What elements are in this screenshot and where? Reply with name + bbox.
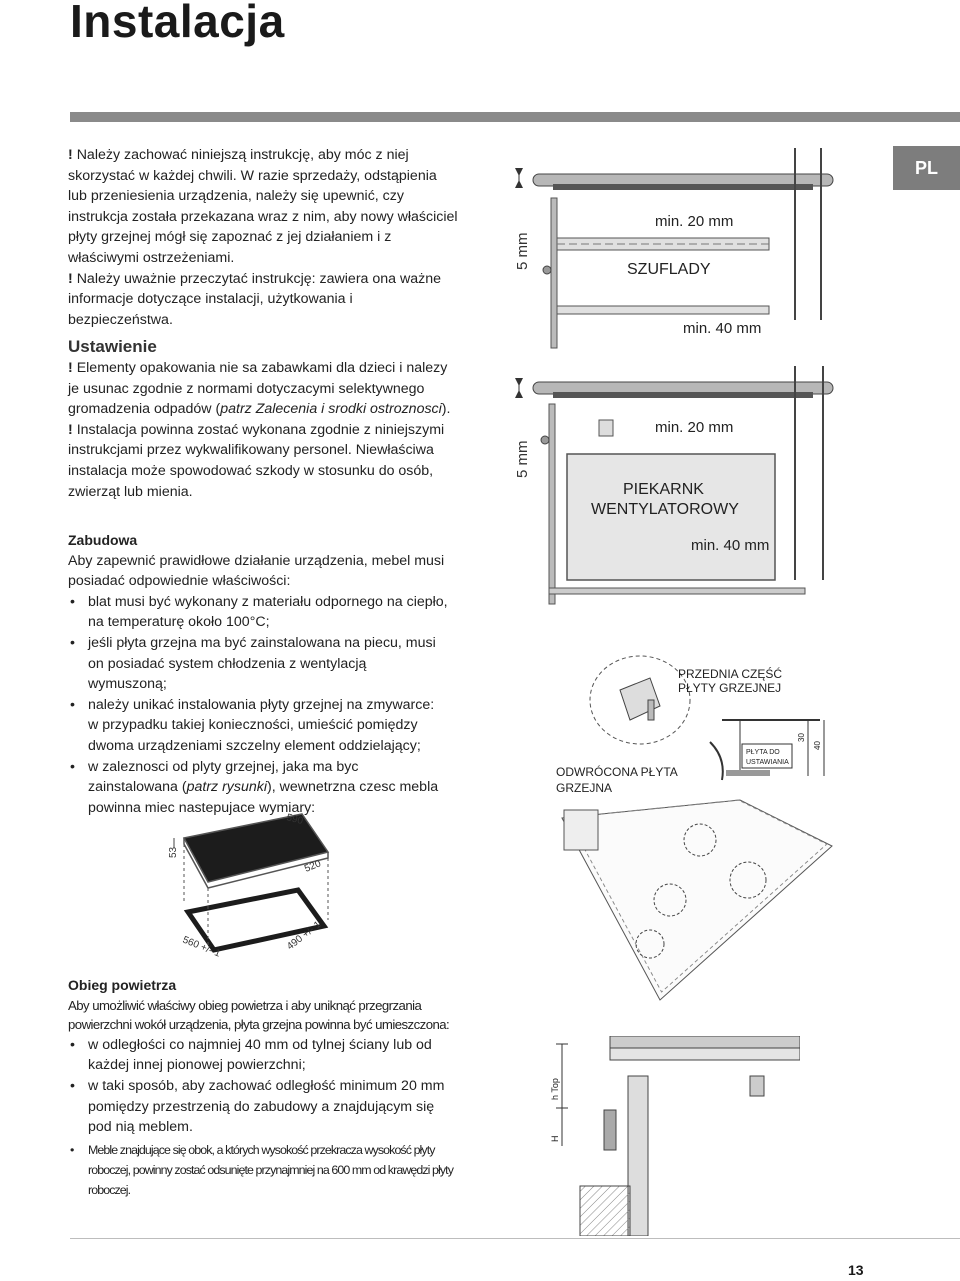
- obieg-list: [68, 1035, 453, 1200]
- plate-label-line2: USTAWIANIA: [746, 759, 789, 766]
- dim-590: 590: [285, 812, 305, 827]
- oven-clearance-diagram: [505, 360, 845, 620]
- gap-5mm-label: 5 mm: [514, 440, 531, 478]
- list-item: • jeśli płyta grzejna ma być zainstalowana na piecu, musi on posiadać system chłodzenia z wentylacją wymuszoną;: [68, 633, 448, 695]
- intro-paragraph-2: ! Należy uważnie przeczytać instrukcję: zawiera ona ważne informacje dotyczące instalacji, użytkowania i bezpieczeństwa.: [68, 270, 441, 328]
- drawers-clearance-diagram: [505, 140, 845, 350]
- list-item: • Meble znajdujące się obok, a których wysokość przekracza wysokość płyty roboczej, powinny zostać odsunięte przynajmniej na 600 mm od krawędzi płyty roboczej.: [68, 1140, 453, 1200]
- front-part-line2: PŁYTY GRZEJNEJ: [678, 681, 782, 695]
- oven-label-line2: WENTYLATOROWY: [591, 501, 739, 518]
- plate-label-line1: PŁYTA DO: [746, 749, 780, 756]
- bracket-mounting-diagram: [550, 650, 870, 1030]
- min-20mm-label: min. 20 mm: [655, 213, 734, 230]
- front-part-line1: PRZEDNIA CZĘŚĆ: [678, 667, 783, 681]
- intro-section: [68, 145, 458, 330]
- h-top-label: h Top: [550, 1078, 560, 1100]
- inverted-hob-line2: GRZEJNA: [556, 781, 613, 795]
- obieg-section: [68, 975, 453, 1200]
- dim-490: 490 +/- 1: [285, 919, 324, 953]
- side-section-diagram: [540, 1036, 800, 1236]
- ustawienie-paragraph-1: ! Elementy opakowania nie sa zabawkami dla dzieci i nalezy je usunac zgodnie z normami dotyczacymi selektywnego gromadzenia odpadów (patrz Zalecenia i srodki ostroznosci).: [68, 360, 451, 418]
- ustawienie-heading: Ustawienie: [68, 337, 157, 356]
- min-40mm-label: min. 40 mm: [683, 320, 762, 337]
- list-item: • w odległości co najmniej 40 mm od tylnej ściany lub od każdej innej pionowej powierzchni;: [68, 1035, 453, 1076]
- drawers-label: SZUFLADY: [627, 261, 711, 278]
- page-number: 13: [848, 1262, 864, 1278]
- dim-30: 30: [797, 733, 806, 742]
- dim-560: 560 +/- 1: [180, 934, 222, 960]
- intro-paragraph-1: ! Należy zachować niniejszą instrukcję, aby móc z niej skorzystać w każdej chwili. W razie sprzedaży, odstąpienia lub przeniesienia urządzenia, należy się upewnić, czy instrukcja została przekazana wraz z nim, aby nowy właściciel płyty grzejnej mógł się zapoznać z jej działaniem i z właściwymi ostrzeżeniami.: [68, 147, 458, 266]
- hob-cutout-diagram: [160, 800, 360, 975]
- zabudowa-heading: Zabudowa: [68, 532, 138, 548]
- list-item: • w zaleznosci od plyty grzejnej, jaka ma byc zainstalowana (patrz rysunki), wewnetrzna czesc mebla powinna miec nastepujace wymiary:: [68, 757, 448, 819]
- gap-5mm-label: 5 mm: [514, 232, 531, 270]
- zabudowa-list: [68, 592, 448, 819]
- obieg-intro: Aby umożliwić właściwy obieg powietrza i aby uniknąć przegrzania powierzchni wokół urządzenia, płyta grzejna powinna być umieszczona:: [68, 997, 450, 1033]
- inverted-hob-line1: ODWRÓCONA PŁYTA: [556, 765, 678, 779]
- dim-53: 53: [168, 846, 179, 858]
- ustawienie-section: [68, 336, 458, 502]
- list-item: • blat musi być wykonany z materiału odpornego na ciepło, na temperaturę około 100°C;: [68, 592, 448, 633]
- zabudowa-intro: Aby zapewnić prawidłowe działanie urządzenia, mebel musi posiadać odpowiednie właściwości:: [68, 552, 445, 590]
- language-tab: PL: [893, 146, 960, 190]
- oven-label-line1: PIEKARNK: [623, 481, 704, 498]
- zabudowa-section: [68, 530, 448, 818]
- ustawienie-paragraph-2: ! Instalacja powinna zostać wykonana zgodnie z niniejszymi instrukcjami przez wykwalifikowany personel. Niewłaściwa instalacja może spowodować szkody w stosunku do osób, zwierząt lub mienia.: [68, 421, 445, 500]
- title-bar: [70, 112, 960, 122]
- obieg-heading: Obieg powietrza: [68, 977, 177, 993]
- min-20mm-label: min. 20 mm: [655, 419, 734, 436]
- h-label: H: [550, 1135, 560, 1142]
- page-title: Instalacja: [70, 0, 285, 47]
- dim-40: 40: [813, 741, 822, 750]
- list-item: • w taki sposób, aby zachować odległość minimum 20 mm pomiędzy przestrzenią do zabudowy a znajdującym się pod nią meblem.: [68, 1076, 453, 1138]
- dim-520: 520: [303, 858, 323, 875]
- footer-rule: [70, 1238, 960, 1239]
- list-item: • należy unikać instalowania płyty grzejnej na zmywarce: w przypadku takiej konieczności, umieścić pomiędzy dwoma urządzeniami szczelny element oddzielający;: [68, 695, 448, 757]
- min-40mm-label: min. 40 mm: [691, 537, 770, 554]
